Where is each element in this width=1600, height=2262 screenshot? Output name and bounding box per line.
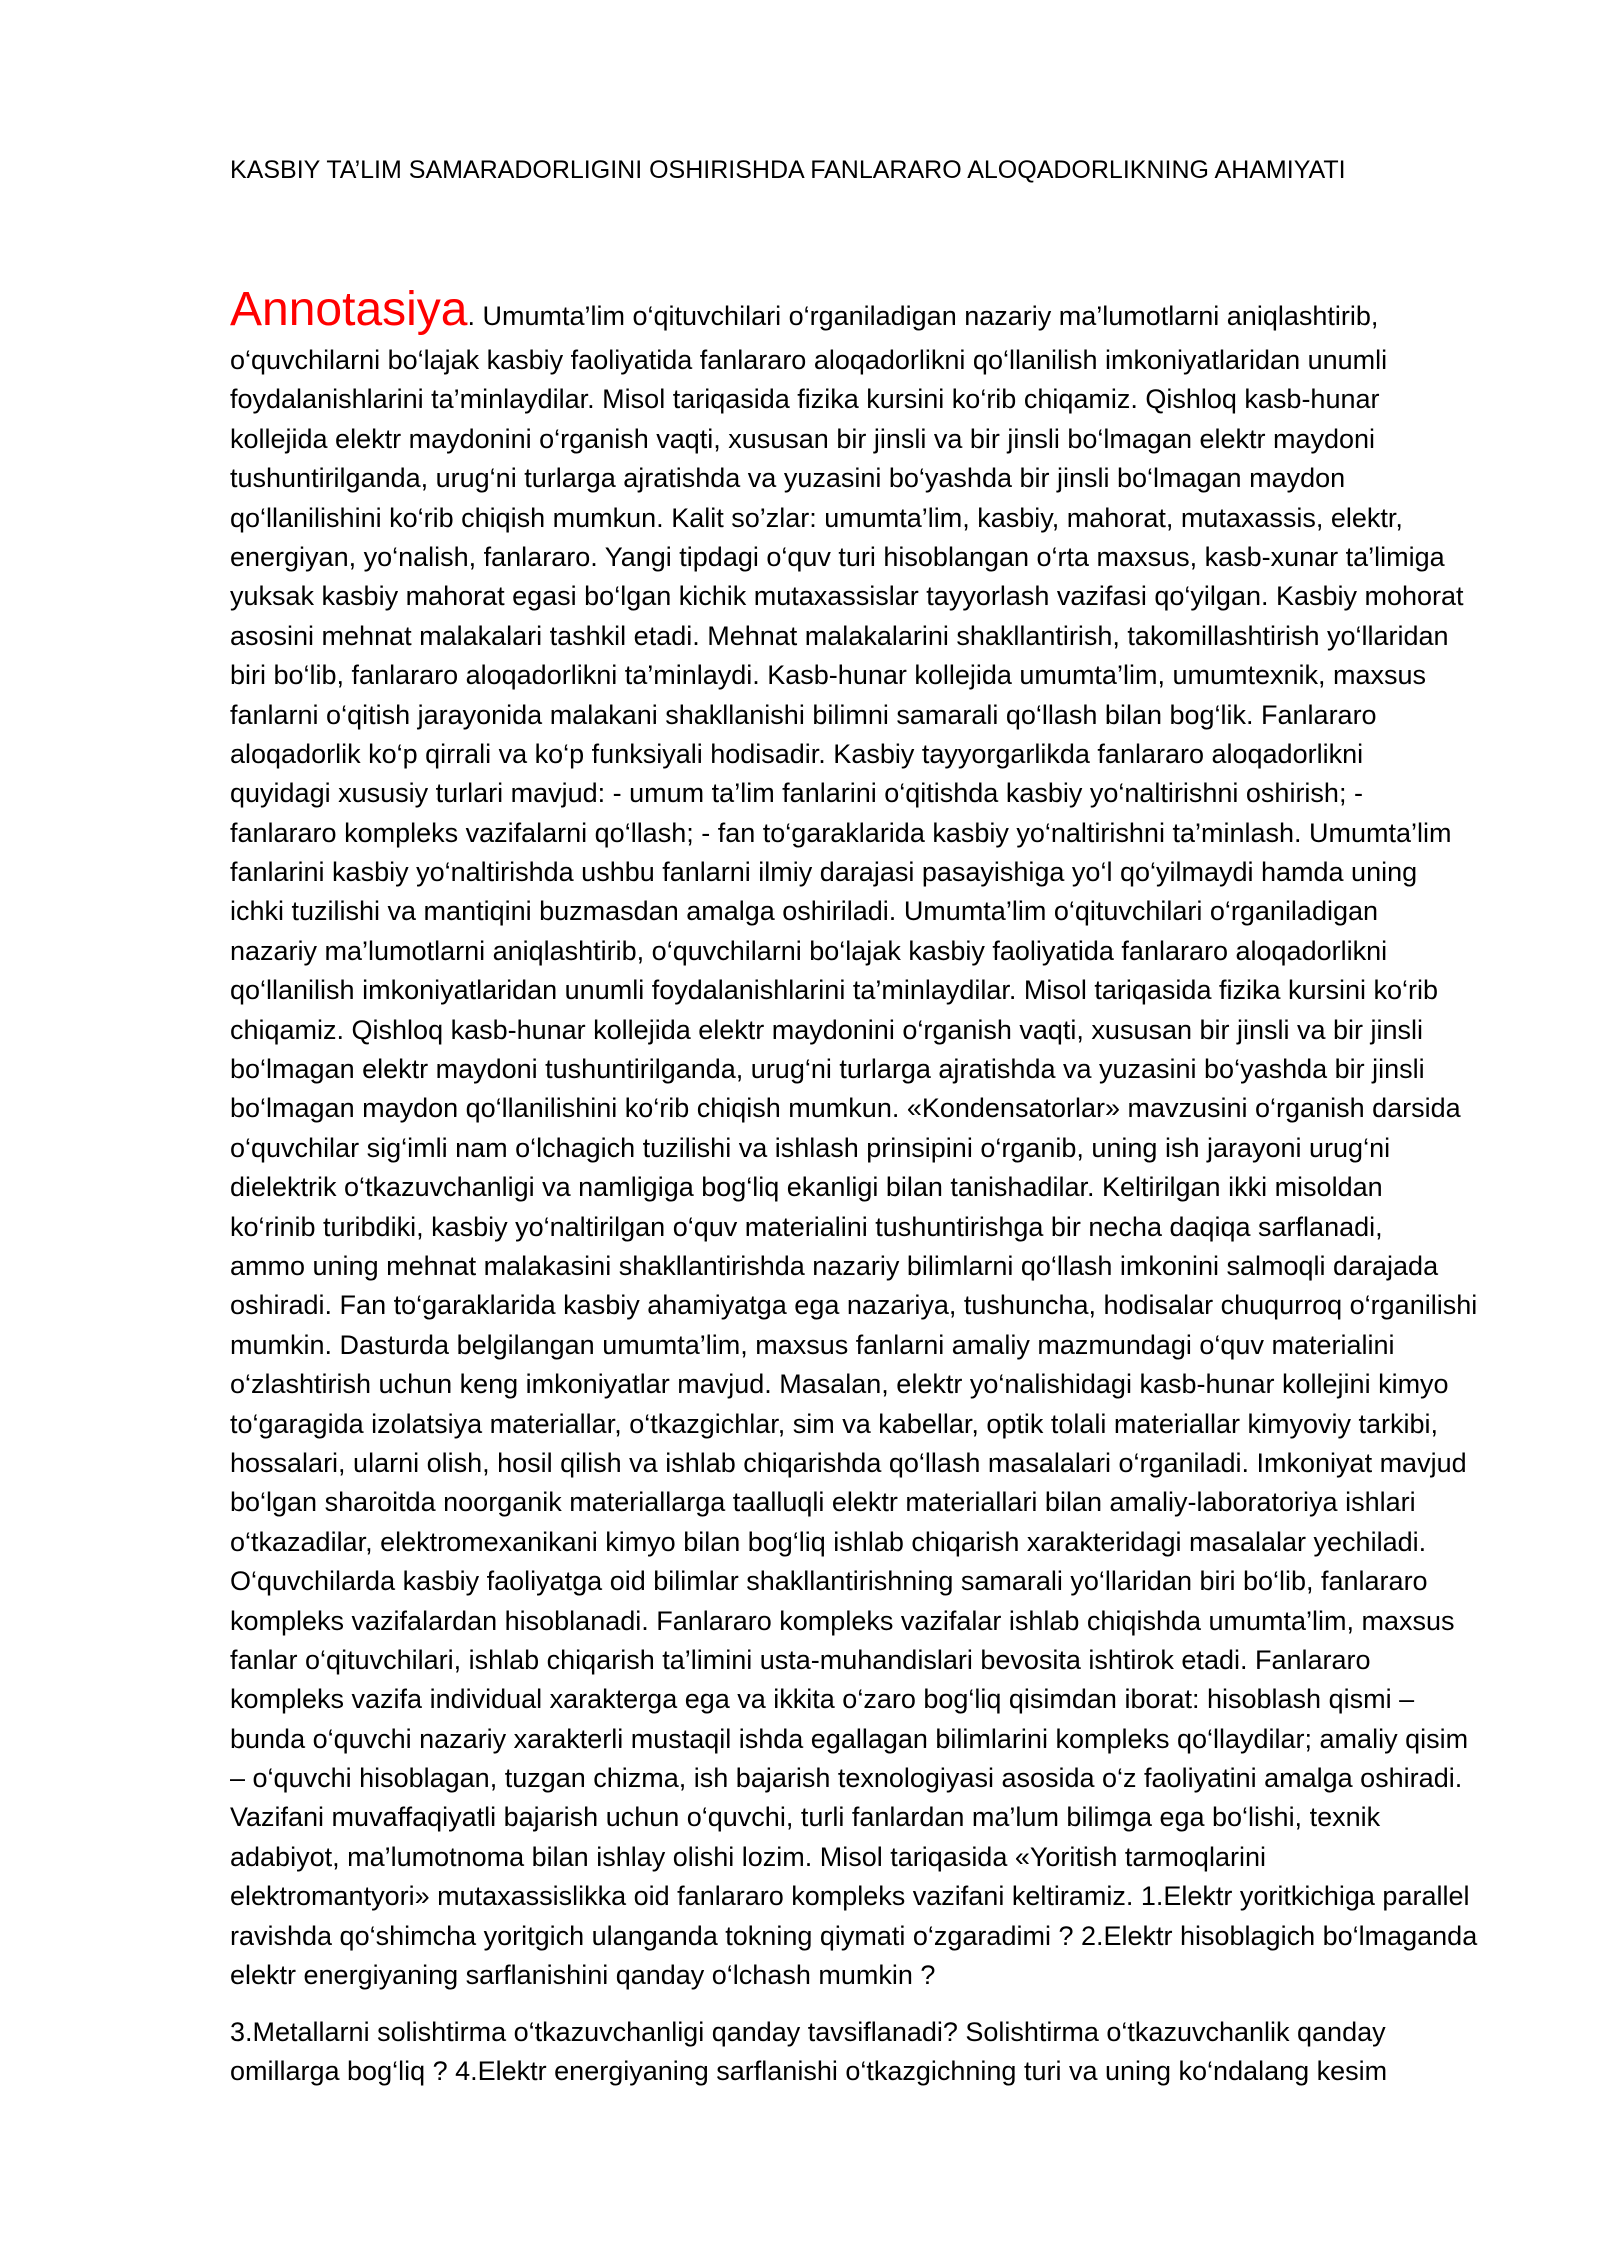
text-line: ravishda qo‘shimcha yoritgich ulanganda tokning qiymati o‘zgaradimi ? 2.Elektr hisoblagich bo‘lmaganda bbox=[230, 1920, 1478, 1951]
text-line: foydalanishlarini ta’minlaydilar. Misol tariqasida fizika kursini ko‘rib chiqamiz. Qishloq kasb-hunar bbox=[230, 384, 1380, 415]
text-line: Vazifani muvaffaqiyatli bajarish uchun o‘quvchi, turli fanlardan ma’lum bilimga ega bo‘lishi, texnik bbox=[230, 1802, 1381, 1833]
text-line: dielektrik o‘tkazuvchanligi va namligiga bog‘liq ekanligi bilan tanishadilar. Keltirilgan ikki misoldan bbox=[230, 1172, 1383, 1203]
text-line: fanlarini kasbiy yo‘naltirishda ushbu fanlarni ilmiy darajasi pasayishiga yo‘l qo‘yilmaydi hamda uning bbox=[230, 857, 1418, 888]
text-line: mumkin. Dasturda belgilangan umumta’lim, maxsus fanlarni amaliy mazmundagi o‘quv materialini bbox=[230, 1329, 1395, 1360]
text-line: bo‘lmagan maydon qo‘llanilishini ko‘rib chiqish mumkun. «Kondensatorlar» mavzusini o‘rganish darsida bbox=[230, 1093, 1461, 1124]
text-line: biri bo‘lib, fanlararo aloqadorlikni ta’minlaydi. Kasb-hunar kollejida umumta’lim, umumtexnik, maxsus bbox=[230, 660, 1427, 691]
text-line: qo‘llanilishini ko‘rib chiqish mumkun. Kalit so’zlar: umumta’lim, kasbiy, mahorat, mutaxassis, elektr, bbox=[230, 502, 1403, 533]
text-line: 3.Metallarni solishtirma o‘tkazuvchanligi qanday tavsiflanadi? Solishtirma o‘tkazuvchanlik qanday bbox=[230, 2017, 1386, 2047]
text-line: bo‘lmagan elektr maydoni tushuntirilganda, urug‘ni turlarga ajratishda va yuzasini bo‘yashda bir jinsli bbox=[230, 1054, 1425, 1085]
text-line: aloqadorlik ko‘p qirrali va ko‘p funksiyali hodisadir. Kasbiy tayyorgarlikda fanlararo aloqadorlikni bbox=[230, 738, 1364, 769]
paragraph bbox=[230, 2013, 1387, 2092]
text-line: kompleks vazifa individual xarakterga ega va ikkita o‘zaro bog‘liq qisimdan iborat: hisoblash qismi – bbox=[230, 1684, 1415, 1715]
text-line: nazariy ma’lumotlarni aniqlashtirib, o‘quvchilarni bo‘lajak kasbiy faoliyatida fanlararo aloqadorlikni bbox=[230, 935, 1388, 966]
text-line: O‘quvchilarda kasbiy faoliyatga oid bilimlar shakllantirishning samarali yo‘llaridan biri bo‘lib, fanlararo bbox=[230, 1566, 1428, 1597]
text-line: energiyan, yo‘nalish, fanlararo. Yangi tipdagi o‘quv turi hisoblangan o‘rta maxsus, kasb-xunar ta’limiga bbox=[230, 541, 1445, 572]
text-line: ko‘rinib turibdiki, kasbiy yo‘naltirilgan o‘quv materialini tushuntirishga bir necha daqiqa sarflanadi, bbox=[230, 1211, 1383, 1242]
text-line: o‘quvchilarni bo‘lajak kasbiy faoliyatida fanlararo aloqadorlikni qo‘llanilish imkoniyatlaridan unumli bbox=[230, 345, 1388, 375]
text-line: o‘zlashtirish uchun keng imkoniyatlar mavjud. Masalan, elektr yo‘nalishidagi kasb-hunar kollejini kimyo bbox=[230, 1369, 1449, 1400]
annotation-label: Annotasiya bbox=[230, 283, 468, 336]
text-line: oshiradi. Fan to‘garaklarida kasbiy ahamiyatga ega nazariya, tushuncha, hodisalar chuqurroq o‘rganilishi bbox=[230, 1290, 1478, 1321]
paragraph bbox=[230, 283, 1478, 1995]
text-line bbox=[230, 283, 1477, 341]
text-line: ammo uning mehnat malakasini shakllantirishda nazariy bilimlarni qo‘llash imkonini salmoqli darajada bbox=[230, 1250, 1439, 1281]
text-line: ichki tuzilishi va mantiqini buzmasdan amalga oshiriladi. Umumta’lim o‘qituvchilari o‘rganiladigan bbox=[230, 896, 1379, 927]
document-title: KASBIY TA’LIM SAMARADORLIGINI OSHIRISHDA FANLARARO ALOQADORLIKNING AHAMIYATI bbox=[230, 156, 1346, 184]
text-line: hossalari, ularni olish, hosil qilish va ishlab chiqarishda qo‘llash masalalari o‘rganiladi. Imkoniyat mavjud bbox=[230, 1447, 1467, 1478]
text-line: adabiyot, ma’lumotnoma bilan ishlay olishi lozim. Misol tariqasida «Yoritish tarmoqlarini bbox=[230, 1841, 1266, 1872]
text-line: omillarga bog‘liq ? 4.Elektr energiyaning sarflanishi o‘tkazgichning turi va uning ko‘ndalang kesim bbox=[230, 2056, 1388, 2087]
text-line: bo‘lgan sharoitda noorganik materiallarga taalluqli elektr materiallari bilan amaliy-laboratoriya ishlari bbox=[230, 1487, 1416, 1518]
text-line: qo‘llanilish imkoniyatlaridan unumli foydalanishlarini ta’minlaydilar. Misol tariqasida fizika kursini ko‘rib bbox=[230, 975, 1439, 1006]
text-line: elektr energiyaning sarflanishini qanday o‘lchash mumkin ? bbox=[230, 1960, 936, 1991]
text-line: to‘garagida izolatsiya materiallar, o‘tkazgichlar, sim va kabellar, optik tolali materiallar kimyoviy tarkibi, bbox=[230, 1408, 1438, 1439]
text-line: o‘tkazadilar, elektromexanikani kimyo bilan bog‘liq ishlab chiqarish xarakteridagi masalalar yechiladi. bbox=[230, 1526, 1427, 1557]
text-line: fanlar o‘qituvchilari, ishlab chiqarish ta’limini usta-muhandislari bevosita ishtirok etadi. Fanlararo bbox=[230, 1644, 1371, 1675]
text-line-rest: . Umumta’lim o‘qituvchilari o‘rganiladigan nazariy ma’lumotlarni aniqlashtirib, bbox=[467, 301, 1379, 331]
text-line: kompleks vazifalardan hisoblanadi. Fanlararo kompleks vazifalar ishlab chiqishda umumta’lim, maxsus bbox=[230, 1605, 1455, 1636]
text-line: kollejida elektr maydonini o‘rganish vaqti, xususan bir jinsli va bir jinsli bo‘lmagan elektr maydoni bbox=[230, 423, 1376, 454]
text-line: fanlararo kompleks vazifalarni qo‘llash; - fan to‘garaklarida kasbiy yo‘naltirishni ta’minlash. Umumta’lim bbox=[230, 817, 1452, 848]
text-line: quyidagi xususiy turlari mavjud: - umum ta’lim fanlarini o‘qitishda kasbiy yo‘naltirishni oshirish; - bbox=[230, 778, 1363, 809]
text-line: asosini mehnat malakalari tashkil etadi. Mehnat malakalarini shakllantirish, takomillashtirish yo‘llaridan bbox=[230, 620, 1449, 651]
text-line: o‘quvchilar sig‘imli nam o‘lchagich tuzilishi va ishlash prinsipini o‘rganib, uning ish jarayoni urug‘ni bbox=[230, 1132, 1391, 1163]
text-line: fanlarni o‘qitish jarayonida malakani shakllanishi bilimni samarali qo‘llash bilan bog‘lik. Fanlararo bbox=[230, 699, 1377, 730]
text-line: yuksak kasbiy mahorat egasi bo‘lgan kichik mutaxassislar tayyorlash vazifasi qo‘yilgan. Kasbiy mohorat bbox=[230, 581, 1464, 612]
text-line: elektromantyori» mutaxassislikka oid fanlararo kompleks vazifani keltiramiz. 1.Elektr yoritkichiga parallel bbox=[230, 1881, 1470, 1912]
text-line: tushuntirilganda, urug‘ni turlarga ajratishda va yuzasini bo‘yashda bir jinsli bo‘lmagan maydon bbox=[230, 463, 1346, 494]
text-line: chiqamiz. Qishloq kasb-hunar kollejida elektr maydonini o‘rganish vaqti, xususan bir jinsli va bir jinsli bbox=[230, 1014, 1424, 1045]
text-line: – o‘quvchi hisoblagan, tuzgan chizma, ish bajarish texnologiyasi asosida o‘z faoliyatini amalga oshiradi. bbox=[230, 1763, 1463, 1794]
text-line: bunda o‘quvchi nazariy xarakterli mustaqil ishda egallagan bilimlarini kompleks qo‘llaydilar; amaliy qisim bbox=[230, 1723, 1469, 1754]
